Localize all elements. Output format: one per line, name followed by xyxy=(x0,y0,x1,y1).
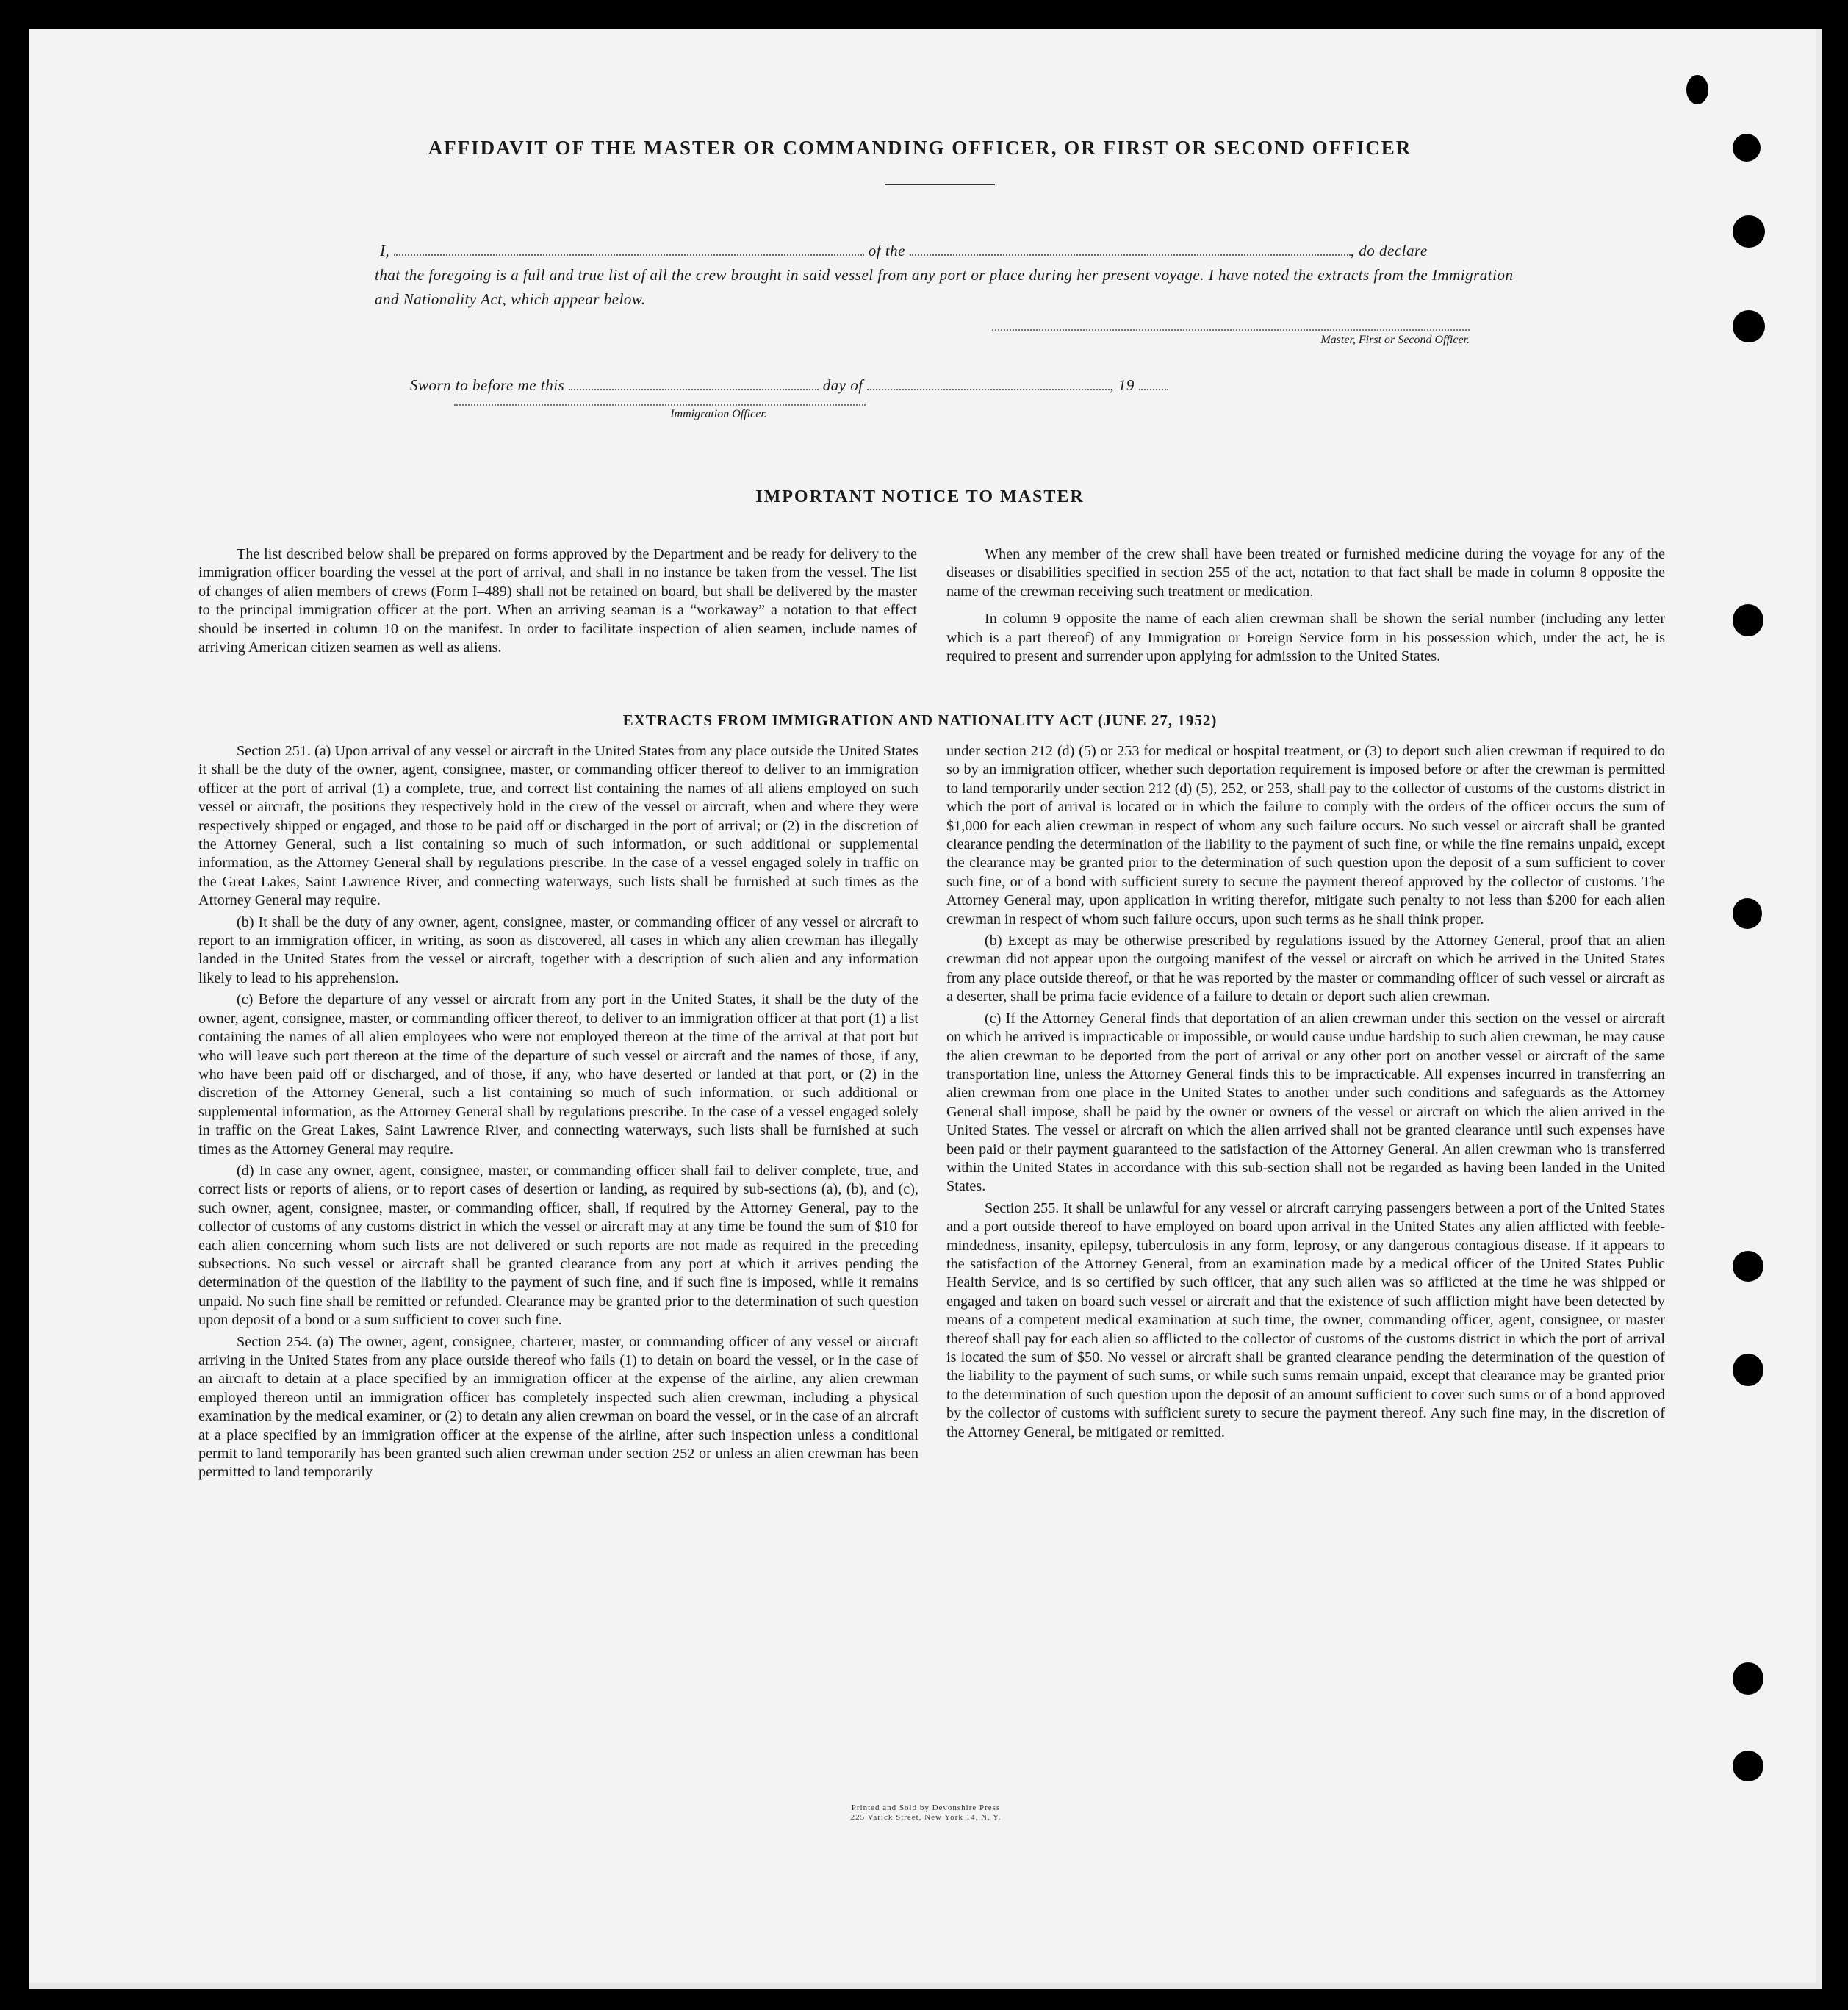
printer-imprint-line2: 225 Varick Street, New York 14, N. Y. xyxy=(850,1813,1002,1822)
notice-title: IMPORTANT NOTICE TO MASTER xyxy=(755,487,1085,506)
printer-imprint-line1: Printed and Sold by Devonshire Press xyxy=(851,1803,1001,1812)
notice-right-paragraph: In column 9 opposite the name of each alien crewman shall be shown the serial number (including any letter which is a part thereof) of any Immigration or Foreign Service form in his possession which, under the act, he is required to present and surrender upon applying for admission to the United States. xyxy=(946,611,1665,665)
binder-hole xyxy=(1733,310,1765,342)
binder-hole xyxy=(1733,898,1762,929)
notice-right-paragraph: When any member of the crew shall have been treated or furnished medicine during the voyage for any of the diseases or disabilities specified in section 255 of the act, notation to that fact shall be made in column 8 opposite the name of the crewman receiving such treatment or medication. xyxy=(946,546,1665,600)
extract-paragraph: Section 255. It shall be unlawful for any vessel or aircraft carrying passengers between a port of the United States and a port outside thereof to have employed on board upon arrival in the United States any alien afflicted with feeble-mindedness, insanity, epilepsy, tuberculosis in any form, leprosy, or any dangerous contagious disease. If it appears to the satisfaction of the Attorney General, from an examination made by a medical officer of the United States Public Health Service, and is so certified by such officer, that any such alien was so afflicted at the time he was shipped or engaged and taken on board such vessel or aircraft and that the existence of such affliction might have been detected by means of a competent medical examination at such time, the owner, commanding officer, agent, consignee, or master thereof shall pay for each alien so afflicted to the collector of customs of the customs district in which the port of arrival is located the sum of $50. No vessel or aircraft shall be granted clearance pending the determination of the question of the liability to the payment of such sums, or while such sums remain unpaid, except that clearance may be granted prior to the determination of such question upon the deposit of an amount sufficient to cover such sums or of a bond approved by the collector of customs with sufficient surety to secure the payment thereof. Any such fine may, in the discretion of the Attorney General, be mitigated or remitted. xyxy=(946,1199,1665,1440)
extract-paragraph: (b) It shall be the duty of any owner, agent, consignee, master, or commanding officer of any vessel or aircraft to report to an immigration officer, in writing, as soon as discovered, all cases in which any alien crewman has illegally landed in the United States from the vessel or aircraft, together with a description of such alien and any information likely to lead to his apprehension. xyxy=(198,914,918,986)
sworn-year-field[interactable] xyxy=(1139,389,1168,390)
binder-hole xyxy=(1733,1251,1763,1282)
declaration-i: I, xyxy=(380,242,390,259)
extracts-left-column xyxy=(198,742,918,1482)
binder-hole xyxy=(1733,1751,1763,1781)
master-signature-line[interactable] xyxy=(992,329,1470,331)
sworn-before-label: Sworn to before me this xyxy=(410,376,565,394)
sworn-month-field[interactable] xyxy=(867,389,1110,390)
extract-paragraph: (c) If the Attorney General finds that deportation of an alien crewman under this section on the vessel or aircraft on which he arrived is impracticable or impossible, or would cause undue hardship to such alien crewman, he may cause the alien crewman to be deported from the port of arrival or any other port on another vessel or aircraft of the same transportation line, unless the Attorney General finds this to be impracticable. All expenses incurred in transferring an alien crewman from one place in the United States to another under such conditions and safeguards as the Attorney General shall impose, shall be paid by the owner or owners of the vessel or aircraft on which the alien arrived in the United States. The vessel or aircraft on which the alien arrived shall not be granted clearance until such expenses have been paid or their payment guaranteed to the satisfaction of the Attorney General. An alien crewman who is transferred within the United States in accordance with this sub-section shall not be regarded as having been landed in the United States. xyxy=(946,1010,1665,1195)
declaration-body: that the foregoing is a full and true list of all the crew brought in said vessel from any port or place during her present voyage. I have noted the extracts from the Immigration and Nationality Act, which appear below. xyxy=(375,266,1514,308)
name-field[interactable] xyxy=(394,254,864,256)
vessel-field[interactable] xyxy=(910,254,1351,256)
extract-paragraph: Section 251. (a) Upon arrival of any vessel or aircraft in the United States from any place outside the United States it shall be the duty of the owner, agent, consignee, master, or commanding officer thereof to deliver to an immigration officer at the port of arrival (1) a complete, true, and correct list containing the names of all aliens employed on such vessel or aircraft, the positions they respectively hold in the crew of the vessel or aircraft, when and where they were respectively shipped or engaged, and those to be paid off or discharged in the port of arrival; or (2) in the discretion of the Attorney General, such a list containing so much of such information, or such additional or supplemental information, as the Attorney General shall by regulations prescribe. In the case of a vessel engaged solely in traffic on the Great Lakes, Saint Lawrence River, and connecting waterways, such lists shall be furnished at such times as the Attorney General may require. xyxy=(198,743,918,909)
notice-left-column xyxy=(198,545,917,657)
extracts-title: EXTRACTS FROM IMMIGRATION AND NATIONALITY ACT (JUNE 27, 1952) xyxy=(622,711,1218,729)
declaration-do-declare: , do declare xyxy=(1350,242,1428,259)
extracts-right-column xyxy=(946,742,1665,1442)
extract-paragraph: under section 212 (d) (5) or 253 for medical or hospital treatment, or (3) to deport such alien crewman if required to do so by an immigration officer, whether such deportation requirement is imposed before or after the crewman is permitted to land temporarily under section 212 (d) (5), 252, or 253, shall pay to the collector of customs of the customs district in which the port of arrival is located or in which the failure to comply with the orders of the officer occurs the sum of $1,000 for each alien crewman in respect of whom any such failure occurs. No such vessel or aircraft shall be granted clearance pending the determination of the liability to the payment of such fine, or while the fine remains unpaid, except the clearance may be granted prior to the determination of such question upon the deposit of a sum sufficient to cover such fine, or of a bond with sufficient surety to secure the payment thereof approved by the collector of customs. The Attorney General may, upon application in writing therefor, mitigate such penalty to not less than $200 for each alien crewman in respect of whom such failure occurs, upon such terms as he shall think proper. xyxy=(946,743,1665,927)
binder-hole xyxy=(1733,1662,1763,1695)
extract-paragraph: (c) Before the departure of any vessel or aircraft from any port in the United States, it shall be the duty of the owner, agent, consignee, master, or commanding officer thereof, to deliver to an immigration officer at that port (1) a list containing the names of all alien employees who were not employed thereon at the time of the arrival at that port but who will leave such port thereon at the time of the departure of such vessel or aircraft and the names of those, if any, who have been paid off or discharged, and of those, if any, who have deserted or landed at that port, or (2) in the discretion of the Attorney General, such a list containing so much of such information, or such additional or supplemental information, as the Attorney General shall by regulations prescribe. In the case of a vessel engaged solely in traffic on the Great Lakes, Saint Lawrence River, and connecting waterways, such lists shall be furnished at such times as the Attorney General may require. xyxy=(198,991,918,1157)
binder-hole xyxy=(1733,215,1765,248)
title-rule xyxy=(885,184,995,185)
notice-right-column xyxy=(946,545,1665,666)
document-page xyxy=(29,29,1822,1989)
binder-hole xyxy=(1733,604,1763,636)
extract-paragraph: Section 254. (a) The owner, agent, consignee, charterer, master, or commanding officer of any vessel or aircraft arriving in the United States from any place outside thereof who fails (1) to detain on board the vessel, or in the case of an aircraft to detain at a place specified by an immigration officer at the expense of the airline, any alien crewman employed thereon until an immigration officer has completely inspected such alien crewman, including a physical examination by the medical examiner, or (2) to detain any alien crewman on board the vessel, or in the case of an aircraft at a place specified by an immigration officer at the expense of the airline, after such inspection unless a conditional permit to land temporarily has been granted such alien crewman under section 252 or unless an alien crewman has been permitted to land temporarily xyxy=(198,1333,918,1481)
printer-imprint xyxy=(772,1803,1080,1823)
sworn-date-field[interactable] xyxy=(569,389,819,390)
binder-hole xyxy=(1733,1354,1763,1386)
notice-left-paragraph: The list described below shall be prepared on forms approved by the Department and be ready for delivery to the immigration officer boarding the vessel at the port of arrival, and shall in no instance be taken from the vessel. The list of changes of alien members of crews (Form I–489) shall not be retained on board, but shall be delivered by the master to the principal immigration officer at the port. When an arriving seaman is a “workaway” a notation to that effect should be inserted in column 10 on the manifest. In order to facilitate inspection of alien seamen, include names of arriving American citizen seamen as well as aliens. xyxy=(198,546,917,656)
declaration-of-the: of the xyxy=(868,242,905,259)
extract-paragraph: (b) Except as may be otherwise prescribed by regulations issued by the Attorney General, proof that an alien crewman did not appear upon the outgoing manifest of the vessel or aircraft on which he arrived in the United States from any place outside thereof, or that he was reported by the master or commanding officer of such vessel or aircraft as a deserter, shall be prima facie evidence of a failure to detain or deport such alien crewman. xyxy=(946,933,1665,1005)
master-signature-caption: Master, First or Second Officer. xyxy=(1320,334,1470,346)
sworn-day-of-label: day of xyxy=(822,376,863,394)
officer-signature-caption: Immigration Officer. xyxy=(670,408,767,420)
sworn-line xyxy=(410,373,1292,398)
affidavit-title: AFFIDAVIT OF THE MASTER OR COMMANDING OFFICER, OR FIRST OR SECOND OFFICER xyxy=(428,137,1412,159)
declaration-line-1 xyxy=(380,239,1511,263)
binder-hole xyxy=(1686,75,1708,104)
extract-paragraph: (d) In case any owner, agent, consignee, master, or commanding officer shall fail to deliver complete, true, and correct lists or reports of aliens, or to report cases of desertion or landing, as required by sub-sections (a), (b), and (c), such owner, agent, consignee, master, or commanding officer, shall, if required by the Attorney General, pay to the collector of customs of any customs district in which the vessel or aircraft may at any time be found the sum of $10 for each alien concerning whom such lists are not delivered or such reports are not made as required in the preceding subsections. No such vessel or aircraft shall be granted clearance from any port at which it arrives pending the determination of the question of the liability to the payment of such fine, and if such fine is imposed, while it remains unpaid. No such fine shall be remitted or refunded. Clearance may be granted prior to the determination of such question upon deposit of a bond or a sum sufficient to cover such fine. xyxy=(198,1162,918,1329)
sworn-year-label: , 19 xyxy=(1110,376,1135,394)
officer-signature-line[interactable] xyxy=(454,404,866,406)
